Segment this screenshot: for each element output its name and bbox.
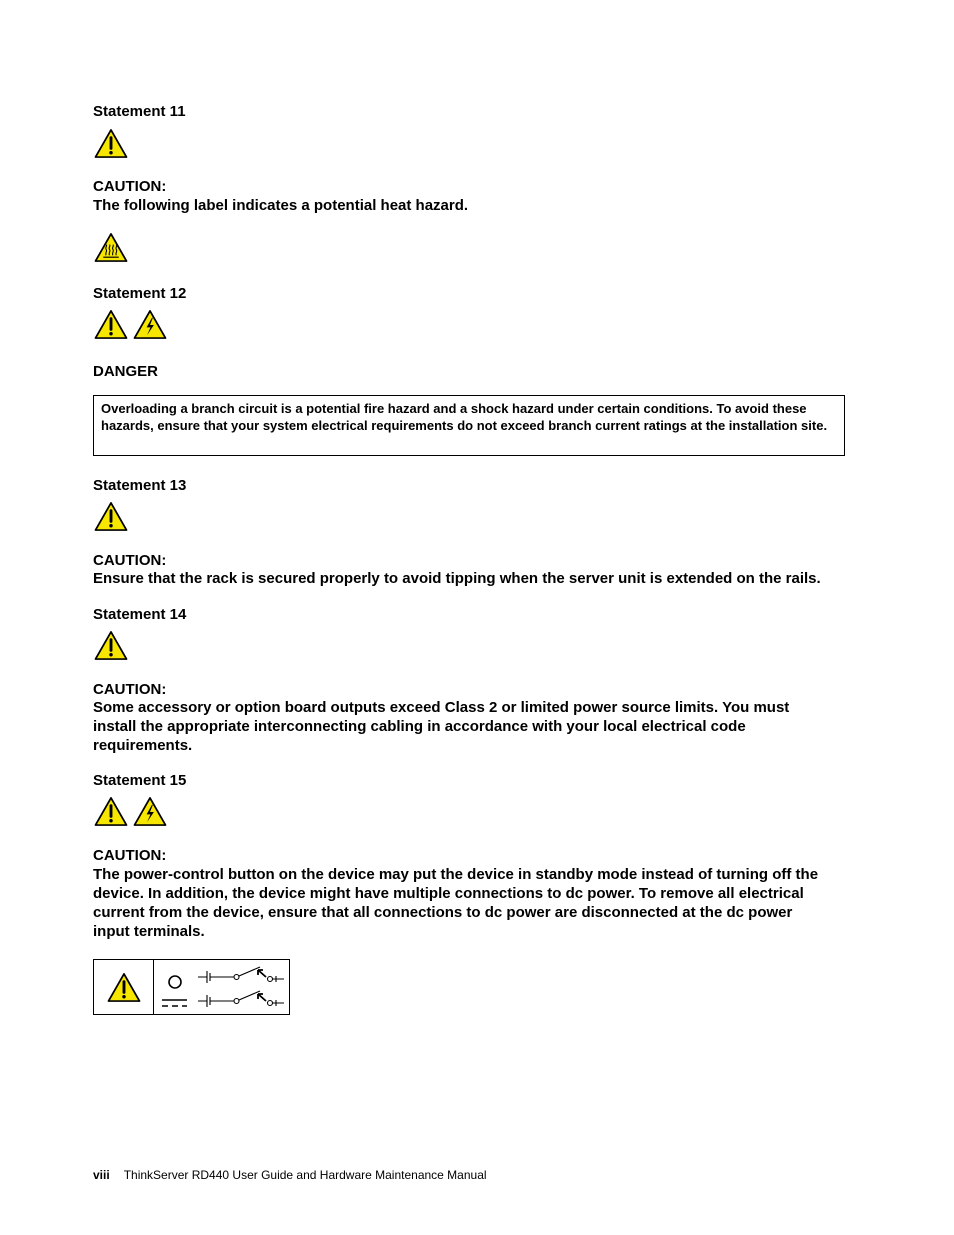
statement-12-danger-label: DANGER [93, 363, 159, 380]
caution-triangle-icon [93, 630, 129, 661]
dc-power-icon [160, 966, 188, 1010]
statement-14-caution-label: CAUTION: [93, 681, 167, 698]
statement-13-caution-label: CAUTION: [93, 552, 167, 569]
statement-15-title: Statement 15 [93, 772, 187, 789]
statement-11-title: Statement 11 [93, 103, 186, 120]
statement-15-text: The power-control button on the device may put the device in standby mode instead of turning off the device. In addition, the device might have multiple connections to dc power. To remove all electrical current from the device, ensure that all connections to dc power are disconnected at the dc power input terminals. [93, 866, 819, 940]
statement-14-title: Statement 14 [93, 606, 187, 623]
caution-triangle-icon [93, 128, 129, 159]
statement-12-title: Statement 12 [93, 285, 187, 302]
statement-12-text: Overloading a branch circuit is a potential fire hazard and a shock hazard under certain conditions. To avoid these hazards, ensure that your system electrical requirements do not exceed branch current ratings at the installation site. [101, 401, 828, 433]
power-switch-off-icon [196, 966, 286, 1010]
caution-triangle-icon [93, 309, 129, 340]
caution-triangle-icon [93, 501, 129, 532]
power-warning-label [93, 959, 290, 1015]
label-caution-cell [94, 960, 154, 1014]
danger-notice-box [93, 395, 845, 456]
electrical-hazard-icon [132, 796, 168, 827]
page-number: viii [93, 1168, 110, 1182]
statement-13-text: Ensure that the rack is secured properly to avoid tipping when the server unit is extended on the rails. [93, 570, 821, 587]
statement-14-text: Some accessory or option board outputs exceed Class 2 or limited power source limits. You must install the appropriate interconnecting cabling in accordance with your local electrical code requirements. [93, 699, 790, 754]
document-title: ThinkServer RD440 User Guide and Hardware Maintenance Manual [123, 1168, 487, 1182]
caution-triangle-icon [93, 796, 129, 827]
heat-hazard-icon [93, 232, 129, 263]
statement-15-caution-label: CAUTION: [93, 847, 167, 864]
statement-11-text: The following label indicates a potential heat hazard. [93, 197, 469, 214]
label-power-cell [154, 960, 289, 1014]
caution-triangle-icon [106, 972, 142, 1003]
statement-11-caution-label: CAUTION: [93, 178, 167, 195]
electrical-hazard-icon [132, 309, 168, 340]
statement-13-title: Statement 13 [93, 477, 187, 494]
page-footer [93, 1168, 487, 1183]
